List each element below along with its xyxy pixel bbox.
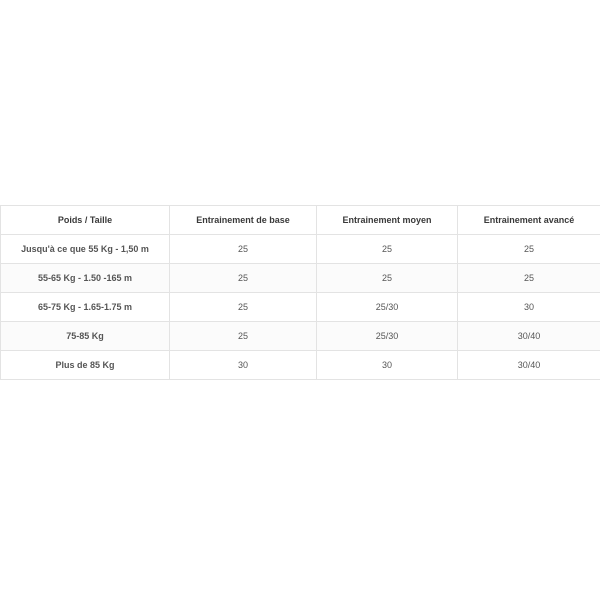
table-row <box>1 351 600 380</box>
cell-advanced: 25 <box>458 264 600 293</box>
table-header-row <box>1 206 600 235</box>
weight-training-table <box>0 205 600 380</box>
cell-advanced: 30/40 <box>458 322 600 351</box>
table-row <box>1 293 600 322</box>
cell-basic: 25 <box>170 322 317 351</box>
cell-basic: 30 <box>170 351 317 380</box>
cell-advanced: 30/40 <box>458 351 600 380</box>
cell-basic: 25 <box>170 264 317 293</box>
cell-advanced: 30 <box>458 293 600 322</box>
row-label: 55-65 Kg - 1.50 -165 m <box>1 264 170 293</box>
row-label: 75-85 Kg <box>1 322 170 351</box>
cell-medium: 25 <box>317 235 458 264</box>
weight-training-table-container <box>0 205 600 380</box>
row-label: 65-75 Kg - 1.65-1.75 m <box>1 293 170 322</box>
cell-basic: 25 <box>170 293 317 322</box>
cell-medium: 25/30 <box>317 293 458 322</box>
row-label: Plus de 85 Kg <box>1 351 170 380</box>
table-row <box>1 322 600 351</box>
cell-medium: 30 <box>317 351 458 380</box>
cell-basic: 25 <box>170 235 317 264</box>
cell-medium: 25 <box>317 264 458 293</box>
header-advanced-training: Entrainement avancé <box>458 206 600 235</box>
table-row <box>1 235 600 264</box>
row-label: Jusqu'à ce que 55 Kg - 1,50 m <box>1 235 170 264</box>
header-basic-training: Entrainement de base <box>170 206 317 235</box>
table-row <box>1 264 600 293</box>
header-medium-training: Entrainement moyen <box>317 206 458 235</box>
cell-medium: 25/30 <box>317 322 458 351</box>
header-weight-height: Poids / Taille <box>1 206 170 235</box>
cell-advanced: 25 <box>458 235 600 264</box>
